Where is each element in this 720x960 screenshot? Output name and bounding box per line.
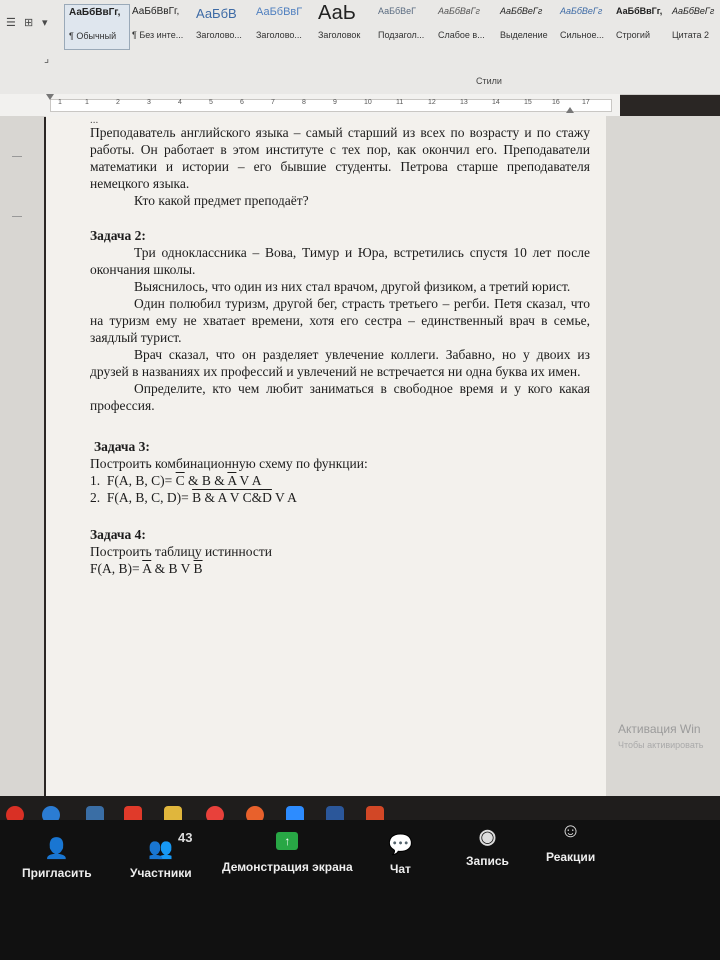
ruler-tick: 11 [396, 99, 404, 106]
clipped-line: ... [90, 116, 99, 124]
zoom-toolbar [0, 820, 720, 960]
dropdown-icon[interactable]: ▾ [42, 17, 48, 29]
add-person-icon: 👤 [44, 838, 70, 860]
style-name: Заголово... [256, 30, 302, 40]
share-screen-icon: ↑ [276, 832, 298, 850]
formula-text: F(A, B, C, D)= [106, 490, 193, 505]
formula-2 [90, 489, 590, 506]
invite-label: Пригласить [22, 866, 92, 880]
style-name: Заголово... [196, 30, 242, 40]
style-emphasis[interactable] [496, 4, 556, 48]
participants-button[interactable] [130, 836, 192, 880]
chat-button[interactable] [388, 832, 413, 876]
ruler-tick: 8 [302, 99, 306, 106]
horizontal-ruler[interactable] [0, 94, 620, 117]
formula-text: V A [236, 473, 262, 488]
style-subtitle[interactable] [374, 4, 434, 48]
paragraph: Один полюбил туризм, другой бег, страсть третьего – регби. Петя сказал, что на туризм ему не хватает времени, хотя его сестра – единственный врач в семье, заядлый турист. [90, 296, 590, 345]
chat-label: Чат [389, 862, 411, 876]
ruler-tick: 5 [209, 99, 213, 106]
invite-button[interactable] [22, 836, 92, 880]
style-sample: АаЬ [318, 2, 356, 24]
formula-1 [90, 472, 590, 489]
ruler-tick: 6 [240, 99, 244, 106]
record-button[interactable] [466, 824, 509, 868]
reactions-button[interactable] [546, 820, 595, 864]
right-indent-marker[interactable] [566, 107, 574, 113]
style-subtle-emphasis[interactable] [434, 4, 496, 48]
document-page[interactable] [46, 116, 606, 796]
style-sample: АаБбВвГг [438, 6, 480, 16]
formula-text: F(A, B)= [90, 561, 143, 576]
style-sample: АаБбВеГг [500, 6, 543, 16]
style-name: Выделение [500, 30, 548, 40]
formula-3 [90, 560, 590, 577]
formula-text: & B & [184, 473, 228, 488]
paragraph: Выяснилось, что один из них стал врачом, другой физиком, а третий юрист. [134, 279, 571, 294]
ruler-tick: 7 [271, 99, 275, 106]
style-quote-2[interactable] [668, 4, 720, 48]
list-icon[interactable]: ☰ [6, 17, 16, 29]
style-name: Сильное... [560, 30, 604, 40]
list-number: 1. [90, 473, 101, 488]
participants-count: 43 [178, 830, 193, 845]
paragraph: Определите, кто чем любит заниматься в свободное время и у кого какая профессия. [90, 381, 590, 413]
negated-var: $\overline{A}$ [227, 473, 237, 488]
dialog-launcher-icon[interactable]: ⌟ [44, 53, 50, 65]
formula-text: & B V [151, 561, 194, 576]
gutter-mark [12, 156, 22, 157]
formula-text: V A [271, 490, 297, 505]
negated-var: $\overline{C}$ [175, 473, 185, 488]
style-intense-emphasis[interactable] [556, 4, 614, 48]
style-name: Заголовок [318, 30, 361, 40]
left-gutter [0, 116, 44, 796]
style-sample: АаБбВвГг, [616, 6, 663, 16]
style-name: Слабое в... [438, 30, 485, 40]
list-number: 2. [90, 490, 101, 505]
style-name: Строгий [616, 30, 650, 40]
styles-group-label: Стили [476, 76, 502, 86]
style-title[interactable] [314, 4, 374, 48]
ribbon [0, 0, 720, 95]
style-strong[interactable] [612, 4, 668, 48]
style-sample: АаБбВеГг [560, 6, 603, 16]
ruler-tick: 2 [116, 99, 120, 106]
styles-gallery [64, 4, 720, 66]
ruler-tick: 14 [492, 99, 500, 106]
ruler-tick: 9 [333, 99, 337, 106]
workspace-background [606, 116, 720, 796]
paragraph: Три одноклассника – Вова, Тимур и Юра, встретились спустя 10 лет после окончания школы. [90, 245, 590, 277]
task-3-intro: Построить комбинационную схему по функции: [90, 456, 368, 471]
paragraph: Врач сказал, что он разделяет увлечение коллеги. Забавно, но у двоих из друзей в названиях их профессий и увлечений не встречается ни одна буква их имен. [90, 347, 590, 379]
ruler-tick: 1 [85, 99, 89, 106]
gutter-mark [12, 216, 22, 217]
activation-watermark-sub: Чтобы активировать [618, 740, 704, 750]
style-name: ¶ Обычный [69, 31, 117, 41]
style-name: Подзагол... [378, 30, 425, 40]
style-sample: АаБбВ [196, 6, 237, 21]
ruler-tick: 16 [552, 99, 560, 106]
question: Кто какой предмет преподаёт? [134, 193, 309, 208]
share-screen-label: Демонстрация экрана [222, 860, 353, 874]
paragraph: Преподаватель английского языка – самый старший из всех по возрасту и по стажу работы. Он работает в этом институте с тех пор, как окончил его. Преподаватели математики и истории – его бывшие студенты. Петрова старше преподавателя немецкого языка. [90, 125, 590, 191]
style-no-spacing[interactable] [128, 4, 192, 48]
participants-label: Участники [130, 866, 192, 880]
participants-icon: 👥 [148, 838, 174, 860]
style-sample: АаБбВеГ [378, 6, 417, 16]
ruler-tick: 17 [582, 99, 590, 106]
style-normal[interactable] [64, 4, 130, 50]
style-heading-1[interactable] [192, 4, 252, 48]
share-screen-button[interactable] [222, 828, 353, 874]
ruler-tick: 12 [428, 99, 436, 106]
style-name: Цитата 2 [672, 30, 710, 40]
chat-icon: 💬 [388, 834, 413, 856]
reactions-label: Реакции [546, 850, 596, 864]
task-3-heading: Задача 3: [94, 439, 150, 454]
first-line-indent-marker[interactable] [46, 94, 54, 100]
formula-text: F(A, B, C)= [106, 473, 176, 488]
paragraph-tools [0, 16, 62, 76]
task-4-heading: Задача 4: [90, 527, 146, 542]
ruler-tick: 3 [147, 99, 151, 106]
ruler-tick: 10 [364, 99, 372, 106]
ruler-tick: 4 [178, 99, 182, 106]
border-icon[interactable]: ⊞ [24, 17, 34, 29]
reactions-icon: ☺ [560, 820, 581, 842]
style-name: ¶ Без инте... [132, 30, 184, 40]
negated-expression: B & A V C&D [192, 490, 272, 505]
activation-watermark: Активация Win [618, 722, 701, 736]
style-sample: АаБбВвГг, [69, 7, 121, 18]
ruler-tick: 1 [58, 99, 62, 106]
style-sample: АаБбВвГг, [132, 6, 180, 17]
style-sample: АаБбВвГ [256, 6, 303, 18]
style-heading-2[interactable] [252, 4, 314, 48]
ruler-tick: 13 [460, 99, 468, 106]
record-label: Запись [466, 854, 509, 868]
task-4-intro: Построить таблицу истинности [90, 544, 272, 559]
ruler-tick: 15 [524, 99, 532, 106]
negated-var: $\overline{A}$ [142, 561, 152, 576]
document-body[interactable] [90, 116, 590, 577]
record-icon: ◉ [478, 826, 497, 848]
style-sample: АаБбВеГг [672, 6, 715, 16]
negated-var: $\overline{B}$ [193, 561, 203, 576]
task-2-heading: Задача 2: [90, 228, 146, 243]
